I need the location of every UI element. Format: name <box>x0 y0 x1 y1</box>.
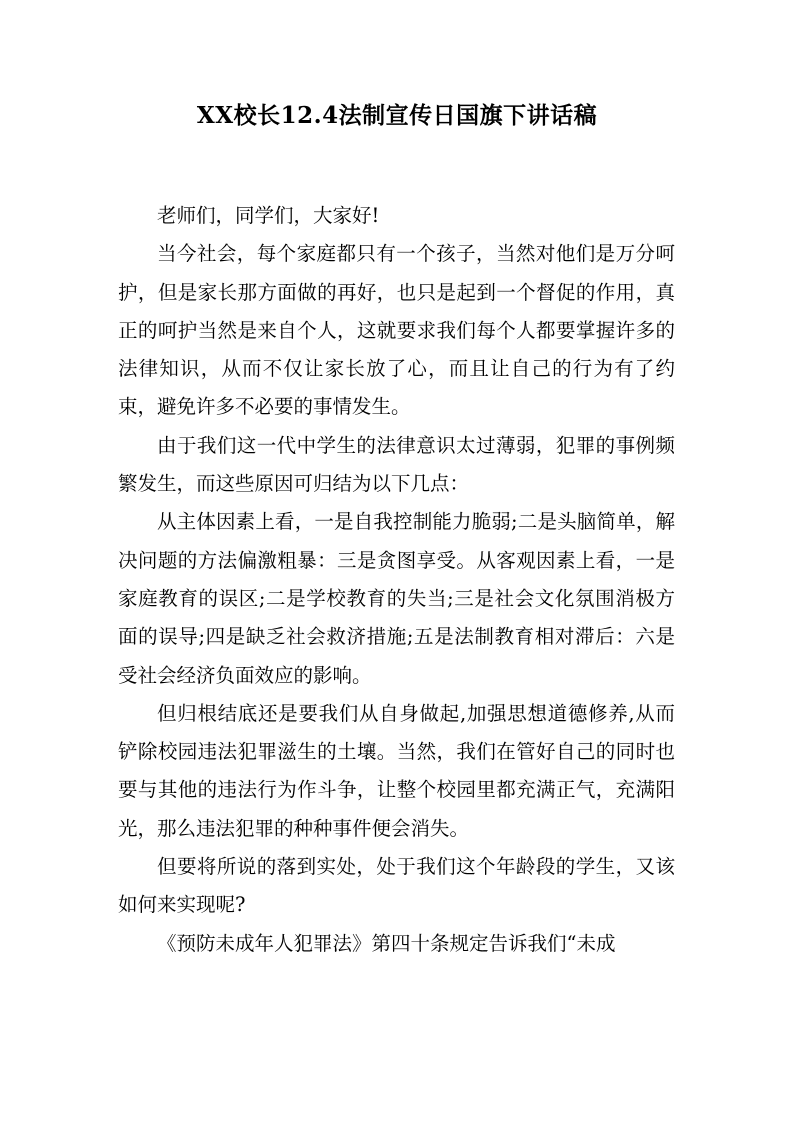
paragraph-family-protection: 当今社会，每个家庭都只有一个孩子，当然对他们是万分呵护，但是家长那方面做的再好，也只是起到一个督促的作用，真正的呵护当然是来自个人，这就要求我们每个人都要掌握许多的法律知识，从而不仅让家长放了心，而且让自己的行为有了约束，避免许多不必要的事情发生。 <box>118 242 675 419</box>
document-title: XX校长12.4法制宣传日国旗下讲话稿 <box>196 102 598 129</box>
paragraph-law-citation: 《预防未成年人犯罪法》第四十条规定告诉我们“未成 <box>157 931 616 955</box>
paragraph-causes: 从主体因素上看，一是自我控制能力脆弱;二是头脑简单，解决问题的方法偏激粗暴：三是贪图享受。从客观因素上看，一是家庭教育的误区;二是学校教育的失当;三是社会文化氛围消极方面的误导;四是缺乏社会救济措施;五是法制教育相对滞后：六是受社会经济负面效应的影响。 <box>118 510 675 687</box>
paragraph-legal-awareness: 由于我们这一代中学生的法律意识太过薄弱，犯罪的事例频繁发生，而这些原因可归结为以下几点： <box>118 433 675 496</box>
document-body <box>118 197 675 963</box>
paragraph-greeting: 老师们，同学们，大家好! <box>157 204 380 227</box>
paragraph-self-cultivation: 但归根结底还是要我们从自身做起,加强思想道德修养,从而铲除校园违法犯罪滋生的土壤。当然，我们在管好自己的同时也要与其他的违法行为作斗争，让整个校园里都充满正气，充满阳光，那么违法犯罪的种种事件便会消失。 <box>118 701 675 840</box>
paragraph-question: 但要将所说的落到实处，处于我们这个年龄段的学生，又该如何来实现呢? <box>118 855 675 917</box>
